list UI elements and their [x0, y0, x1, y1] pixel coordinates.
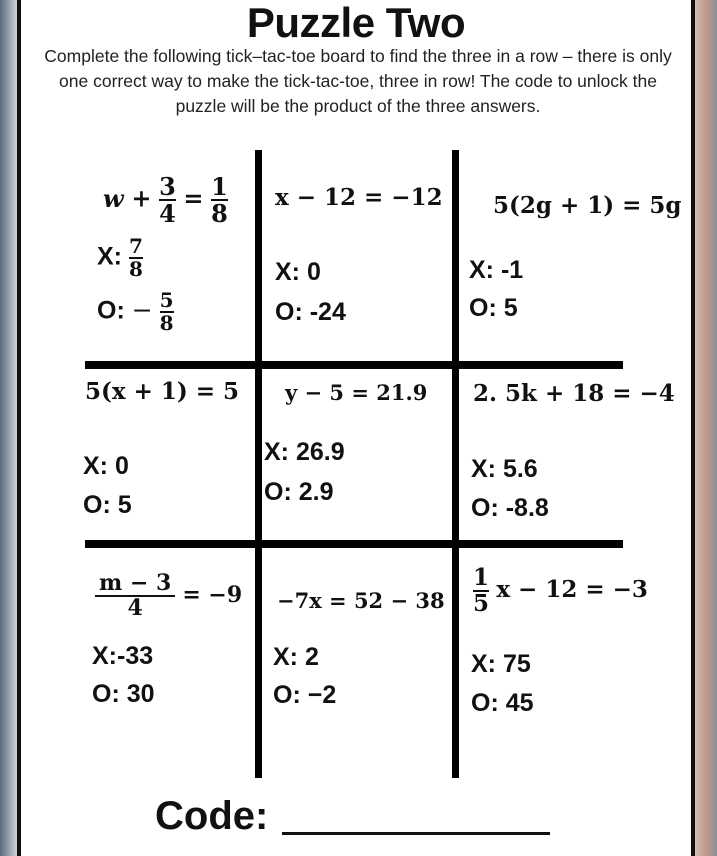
- cell-1-equation: w + $\frac{3}{4}$ = $\frac{1}{8}$: [103, 172, 228, 229]
- cell-2-x-answer: X: 0: [275, 258, 321, 286]
- cell-2-o-answer: O: -24: [275, 298, 346, 326]
- cell-8-o-answer: O: −2: [273, 681, 337, 709]
- fraction: $\frac{7}{8}$: [128, 234, 143, 281]
- cell-9-equation: $\frac{1}{5}$ x − 12 = −3: [473, 564, 648, 618]
- fraction: $\frac{3}{4}$: [159, 172, 176, 229]
- cell-1-x-answer: X: $\frac{7}{8}$: [97, 234, 143, 281]
- grid-line-vertical-2: [452, 150, 459, 778]
- cell-4-equation: 5(x + 1) = 5: [85, 378, 240, 405]
- cell-5-o-answer: O: 2.9: [264, 478, 334, 506]
- cell-3-x-answer: X: -1: [469, 256, 524, 284]
- fraction: $\frac{1}{5}$: [473, 564, 490, 618]
- cell-4-x-answer: X: 0: [83, 452, 129, 480]
- instructions-text: Complete the following tick–tac-toe board to find the three in a row – there is only one correct way to make the tick-tac-toe, three in row! The code to unlock the puzzle will be the product of the three answers.: [44, 46, 672, 116]
- fraction: $\frac{m - 3}{4}$: [95, 572, 175, 620]
- grid-line-horizontal-1: [85, 361, 623, 369]
- cell-8-equation: −7x = 52 − 38: [277, 588, 445, 613]
- cell-1-o-answer: O: − $\frac{5}{8}$: [97, 288, 174, 335]
- cell-4-o-answer: O: 5: [83, 491, 132, 519]
- cell-2-equation: x − 12 = −12: [275, 184, 443, 211]
- cell-6-equation: 2. 5k + 18 = −4: [473, 380, 675, 407]
- grid-line-horizontal-2: [85, 540, 623, 548]
- page-title: Puzzle Two: [246, 0, 466, 46]
- code-label: Code:: [155, 794, 269, 838]
- cell-6-x-answer: X: 5.6: [471, 455, 538, 483]
- fraction: $\frac{5}{8}$: [159, 288, 174, 335]
- cell-9-o-answer: O: 45: [471, 689, 534, 717]
- cell-7-equation: $\frac{m - 3}{4}$ = −9: [95, 572, 242, 620]
- fraction: $\frac{1}{8}$: [211, 172, 228, 229]
- cell-5-x-answer: X: 26.9: [264, 438, 345, 466]
- worksheet-page: [17, 0, 695, 856]
- cell-7-o-answer: O: 30: [92, 680, 155, 708]
- cell-9-x-answer: X: 75: [471, 650, 531, 678]
- cell-5-equation: y − 5 = 21.9: [285, 380, 428, 405]
- cell-7-x-answer: X:-33: [92, 642, 154, 670]
- cell-3-equation: 5(2g + 1) = 5g: [493, 192, 682, 219]
- cell-6-o-answer: O: -8.8: [471, 494, 549, 522]
- code-answer-blank[interactable]: [282, 832, 550, 835]
- grid-line-vertical-1: [255, 150, 262, 778]
- cell-3-o-answer: O: 5: [469, 294, 518, 322]
- cell-8-x-answer: X: 2: [273, 643, 319, 671]
